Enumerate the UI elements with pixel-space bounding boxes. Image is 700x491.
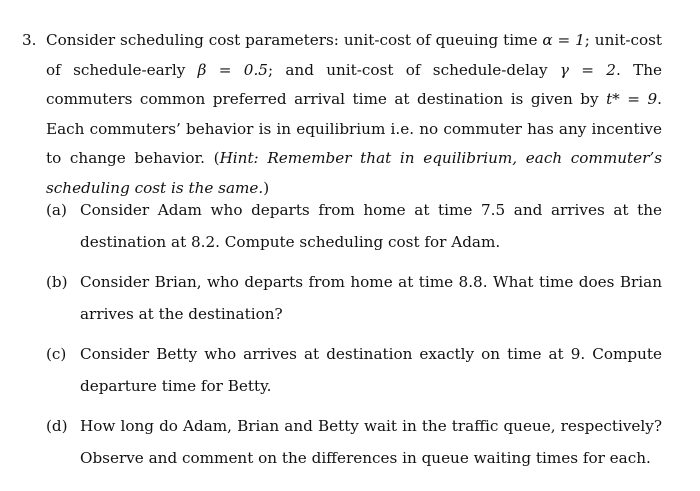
sub-questions	[46, 195, 662, 483]
statement-text-5: . Each commuters’ behavior is in equilibrium i.e. no commuter has any incentive to change behavior. (	[46, 90, 662, 167]
gamma-equation: γ = 2	[559, 60, 616, 79]
problem-statement	[46, 26, 662, 203]
part-label: (a)	[46, 201, 67, 219]
problem-number: 3.	[22, 31, 37, 49]
part-a	[46, 195, 662, 258]
beta-equation: β = 0.5	[197, 60, 268, 79]
tstar-equation: t* = 9	[606, 90, 658, 108]
problem-3	[22, 26, 662, 203]
statement-text-4: . The commuters common preferred arrival time at destination is given by	[46, 60, 662, 108]
part-text: Consider Betty who arrives at destination exactly on time at 9. Compute departure time for Betty.	[80, 345, 662, 395]
part-c	[46, 339, 662, 402]
statement-text-1: Consider scheduling cost parameters: unit-cost of queuing time	[46, 31, 543, 49]
alpha-equation: α = 1	[542, 31, 585, 49]
hint-text: Hint: Remember that in equilibrium, each commuter’s scheduling cost is the same.	[46, 149, 662, 197]
part-b	[46, 267, 662, 330]
statement-text-6: )	[263, 178, 270, 197]
part-label: (b)	[46, 273, 68, 291]
part-text: Consider Adam who departs from home at time 7.5 and arrives at the destination at 8.2. Compute scheduling cost for Adam.	[80, 201, 662, 251]
statement-text-3: ; and unit-cost of schedule-delay	[267, 60, 560, 79]
part-label: (c)	[46, 345, 67, 363]
part-text: How long do Adam, Brian and Betty wait in the traffic queue, respectively? Observe and comment on the differences in queue waiting times for each.	[80, 417, 662, 467]
statement-text-2: ; unit-cost of schedule-early	[46, 31, 662, 79]
part-text: Consider Brian, who departs from home at time 8.8. What time does Brian arrives at the destination?	[80, 273, 662, 323]
part-d	[46, 411, 662, 474]
part-label: (d)	[46, 417, 68, 435]
